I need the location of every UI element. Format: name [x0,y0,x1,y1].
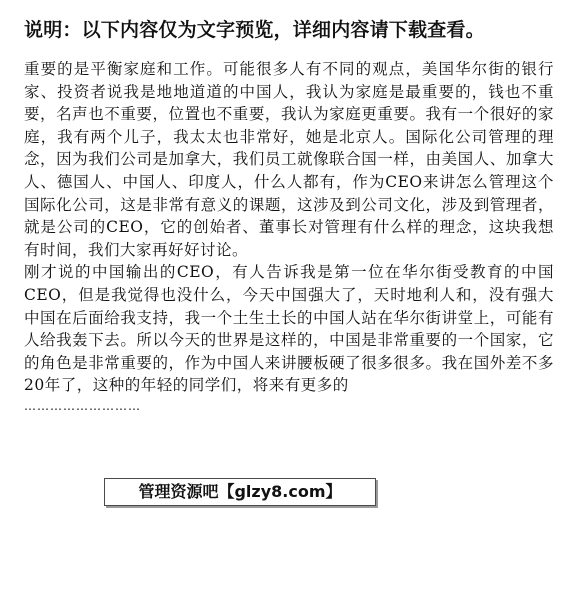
preview-notice: 说明：以下内容仅为文字预览，详细内容请下载查看。 [24,19,485,41]
truncation-ellipsis: ……………………… [24,398,141,413]
paragraph-2: 刚才说的中国输出的CEO，有人告诉我是第一位在华尔街受教育的中国CEO，但是我觉得也没什么，今天中国强大了，天时地利人和，没有强大中国在后面给我支持，我一个土生土长的中国人站在华尔街讲堂上，可能有人给我轰下去。所以今天的世界是这样的，中国是非常重要的一个国家，它的角色是非常重要的，作为中国人来讲腰板硬了很多很多。我在国外差不多20年了，这种的年轻的同学们，将来有更多的 [24,263,554,395]
paragraph-1: 重要的是平衡家庭和工作。可能很多人有不同的观点，美国华尔街的银行家、投资者说我是地地道道的中国人，我认为家庭是最重要的，钱也不重要，名声也不重要，位置也不重要，我认为家庭更重要。我有一个很好的家庭，我有两个儿子，我太太也非常好，她是北京人。国际化公司管理的理念，因为我们公司是加拿大，我们员工就像联合国一样，由美国人、加拿大人、德国人、中国人、印度人，什么人都有，作为CEO来讲怎么管理这个国际化公司，这是非常有意义的课题，这涉及到公司文化，涉及到管理者，就是公司的CEO，它的创始者、董事长对管理有什么样的理念，这块我想有时间，我们大家再好好讨论。 [24,60,554,259]
watermark-banner: 管理资源吧【glzy8.com】 [104,478,376,506]
document-body [24,58,554,413]
